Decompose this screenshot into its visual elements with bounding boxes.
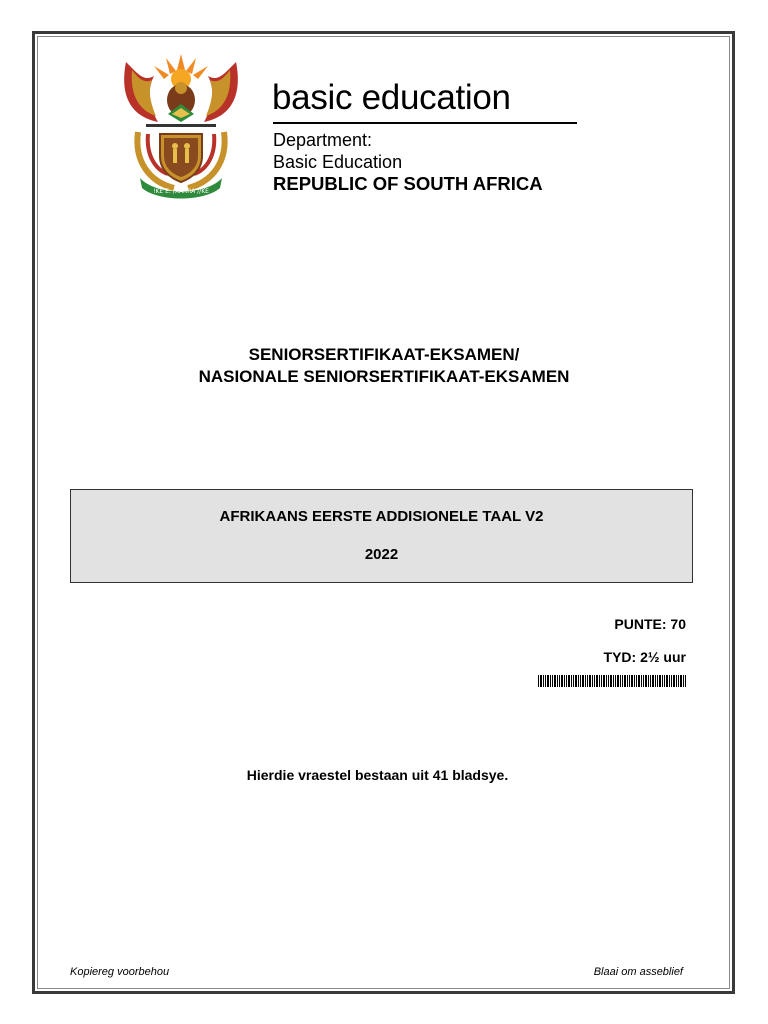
subject-name: AFRIKAANS EERSTE ADDISIONELE TAAL V2 bbox=[219, 508, 544, 525]
barcode bbox=[538, 675, 686, 687]
marks-label: PUNTE: 70 bbox=[614, 616, 686, 632]
department-header bbox=[106, 44, 594, 214]
department-label: Department: bbox=[273, 130, 373, 150]
subject-year: 2022 bbox=[364, 546, 399, 563]
brand-title: basic education bbox=[272, 78, 511, 117]
brand-underline bbox=[273, 122, 577, 124]
footer-turn-over: Blaai om asseblief bbox=[593, 966, 683, 978]
exam-title-line2: NASIONALE SENIORSERTIFIKAAT-EKSAMEN bbox=[198, 367, 570, 386]
page-count-note: Hierdie vraestel bestaan uit 41 bladsye. bbox=[246, 767, 509, 783]
time-label: TYD: 2½ uur bbox=[603, 649, 686, 665]
country-name: REPUBLIC OF SOUTH AFRICA bbox=[273, 173, 543, 194]
subject-box bbox=[70, 489, 693, 583]
footer-copyright: Kopiereg voorbehou bbox=[70, 966, 170, 978]
department-name: Basic Education bbox=[273, 152, 403, 172]
motto-text: !KE E: /XARRA //KE bbox=[153, 188, 209, 195]
coat-of-arms-icon bbox=[116, 52, 246, 200]
exam-title-line1: SENIORSERTIFIKAAT-EKSAMEN/ bbox=[248, 345, 520, 364]
